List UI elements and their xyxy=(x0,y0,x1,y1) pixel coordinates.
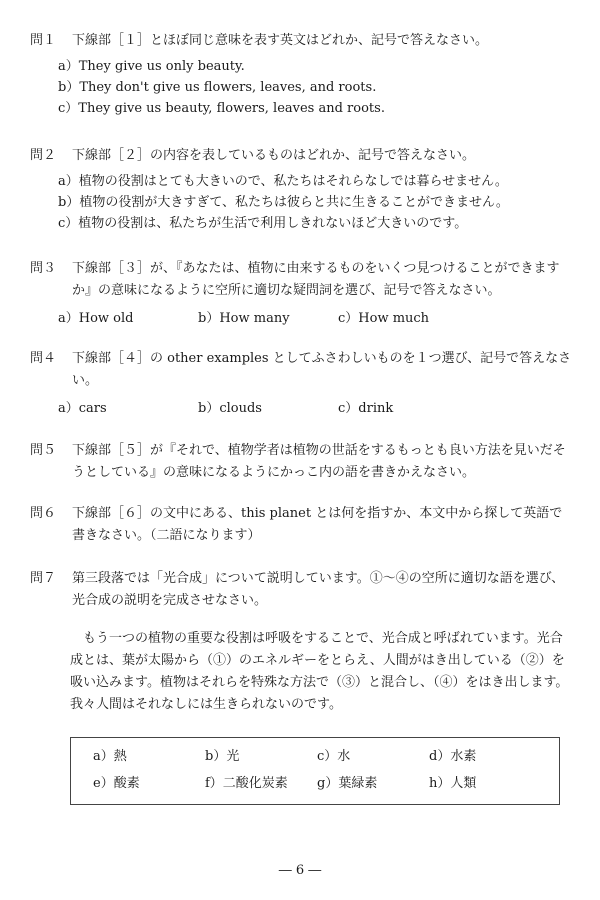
question-number: 問５ xyxy=(30,443,57,458)
question-number: 問２ xyxy=(30,148,57,163)
question-text: 下線部［１］とほぼ同じ意味を表す英文はどれか、記号で答えなさい。 xyxy=(72,33,489,48)
question-text: 下線部［３］が、『あなたは、植物に由来するものをいくつ見つけることができますか』の意味になるように空所に適切な疑問詞を選び、記号で答えなさい。 xyxy=(72,261,560,298)
question-number: 問４ xyxy=(30,351,57,366)
option-a: a）They give us only beauty. xyxy=(58,59,245,74)
option-c: c）植物の役割は、私たちが生活で利用しきれないほど大きいのです。 xyxy=(58,216,468,231)
option-c: c）How much xyxy=(338,311,430,326)
question-number: 問６ xyxy=(30,506,57,521)
choice-d: d）水素 xyxy=(429,749,477,764)
choice-row-1 xyxy=(93,746,476,768)
option-b: b）How many xyxy=(198,311,290,326)
option-a: a）cars xyxy=(58,401,107,416)
option-c: c）drink xyxy=(338,401,394,416)
option-a: a）How old xyxy=(58,311,134,326)
choice-row-2 xyxy=(93,773,476,795)
choice-g: g）葉緑素 xyxy=(317,776,378,791)
option-a: a）植物の役割はとても大きいので、私たちはそれらなしでは暮らせません。 xyxy=(58,174,508,189)
choice-a: a）熱 xyxy=(93,749,127,764)
option-c: c）They give us beauty, flowers, leaves and roots. xyxy=(58,101,385,116)
question-2 xyxy=(30,145,575,234)
choice-h: h）人類 xyxy=(429,776,477,791)
question-7 xyxy=(30,568,575,612)
question-5 xyxy=(30,440,575,484)
photosynthesis-passage: もう一つの植物の重要な役割は呼吸をすることで、光合成と呼ばれています。光合成とは、葉が太陽から（①）のエネルギーをとらえ、人間がはき出している（②）を吸い込みます。植物はそれらを特殊な方法で（③）と混合し、（④）をはき出します。我々人間はそれなしには生きられないのです。 xyxy=(70,631,569,712)
question-6 xyxy=(30,503,575,547)
question-3 xyxy=(30,258,575,330)
option-list xyxy=(58,398,575,420)
question-number: 問３ xyxy=(30,261,57,276)
choice-b: b）光 xyxy=(205,749,240,764)
option-b: b）植物の役割が大きすぎて、私たちは彼らと共に生きることができません。 xyxy=(58,195,509,210)
choice-c: c）水 xyxy=(317,749,351,764)
question-text: 下線部［５］が『それで、植物学者は植物の世話をするもっとも良い方法を見いだそうとしている』の意味になるようにかっこ内の語を書きかえなさい。 xyxy=(72,443,566,480)
option-list xyxy=(58,171,575,234)
choice-f: f）二酸化炭素 xyxy=(205,776,288,791)
question-text: 下線部［２］の内容を表しているものはどれか、記号で答えなさい。 xyxy=(72,148,476,163)
question-number: 問７ xyxy=(30,571,57,586)
word-choice-box xyxy=(70,737,560,805)
option-list xyxy=(58,56,575,119)
question-4 xyxy=(30,348,575,420)
question-1 xyxy=(30,30,575,119)
question-text: 下線部［４］の other examples としてふさわしいものを１つ選び、記号で答えなさい。 xyxy=(72,351,572,388)
question-text: 第三段落では「光合成」について説明しています。①～④の空所に適切な語を選び、光合成の説明を完成させなさい。 xyxy=(72,571,565,608)
choice-e: e）酸素 xyxy=(93,776,140,791)
option-b: b）They don't give us flowers, leaves, and roots. xyxy=(58,80,377,95)
page-number: ― 6 ― xyxy=(278,863,322,878)
question-number: 問１ xyxy=(30,33,57,48)
question-text: 下線部［６］の文中にある、this planet とは何を指すか、本文中から探して英語で書きなさい。（二語になります） xyxy=(72,506,563,543)
option-b: b）clouds xyxy=(198,401,262,416)
option-list xyxy=(58,308,575,330)
